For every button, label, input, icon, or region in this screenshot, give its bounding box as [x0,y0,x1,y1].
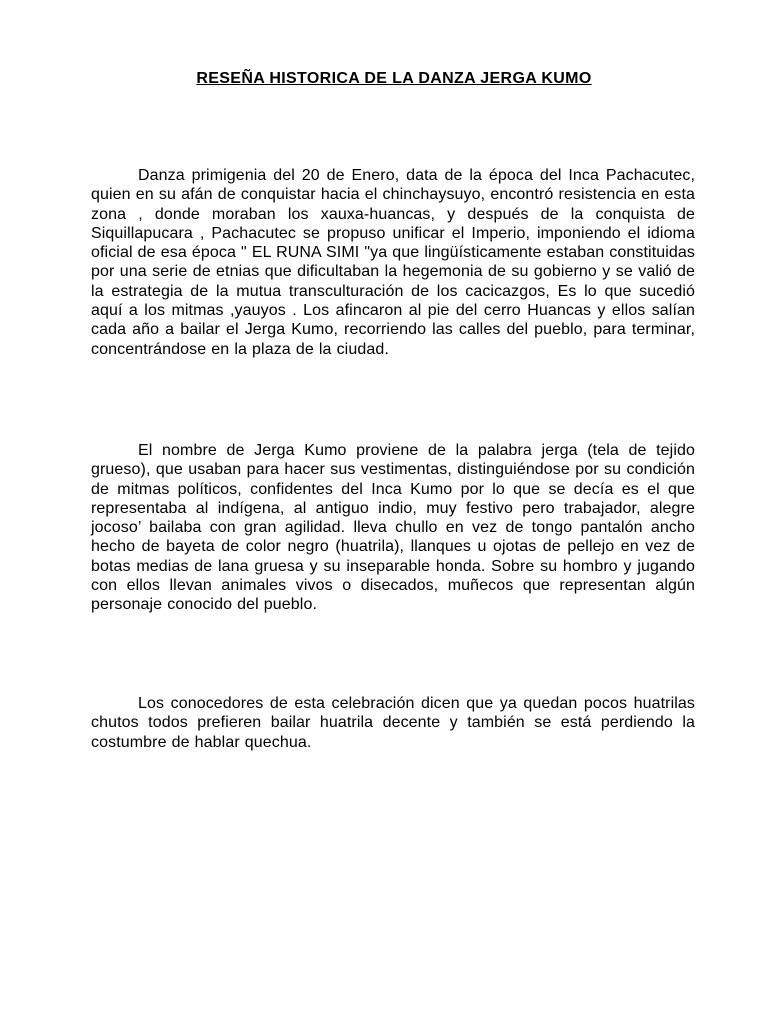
paragraph-origin: Danza primigenia del 20 de Enero, data de la época del Inca Pachacutec, quien en su afán de conquistar hacia el chinchaysuyo, encontró resistencia en esta zona , donde moraban los xauxa-huancas, y después de la conquista de Siquillapucara , Pachacutec se propuso unificar el Imperio, imponiendo el idioma oficial de esa época " EL RUNA SIMI "ya que lingüísticamente estaban constituidas por una serie de etnias que dificultaban la hegemonia de su gobierno y se valió de la estrategia de la mutua transculturación de los cacicazgos, Es lo que sucedió aquí a los mitmas ,yauyos . Los afincaron al pie del cerro Huancas y ellos salían cada año a bailar el Jerga Kumo, recorriendo las calles del pueblo, para terminar, concentrándose en la plaza de la ciudad. [91,167,695,358]
document-title: RESEÑA HISTORICA DE LA DANZA JERGA KUMO [196,70,592,87]
paragraph-current-state: Los conocedores de esta celebración dicen que ya quedan pocos huatrilas chutos todos prefieren bailar huatrila decente y también se está perdiendo la costumbre de hablar quechua. [91,695,695,751]
paragraph-name-meaning: El nombre de Jerga Kumo proviene de la palabra jerga (tela de tejido grueso), que usaban para hacer sus vestimentas, distinguiéndose por su condición de mitmas políticos, confidentes del Inca Kumo por lo que se decía es el que representaba al indígena, al antiguo indio, muy festivo pero trabajador, alegre jocoso’ bailaba con gran agilidad. lleva chullo en vez de tongo pantalón ancho hecho de bayeta de color negro (huatrila), llanques u ojotas de pellejo en vez de botas medias de lana gruesa y su inseparable honda. Sobre su hombro y jugando con ellos llevan animales vivos o disecados, muñecos que representan algún personaje conocido del pueblo. [91,442,695,614]
